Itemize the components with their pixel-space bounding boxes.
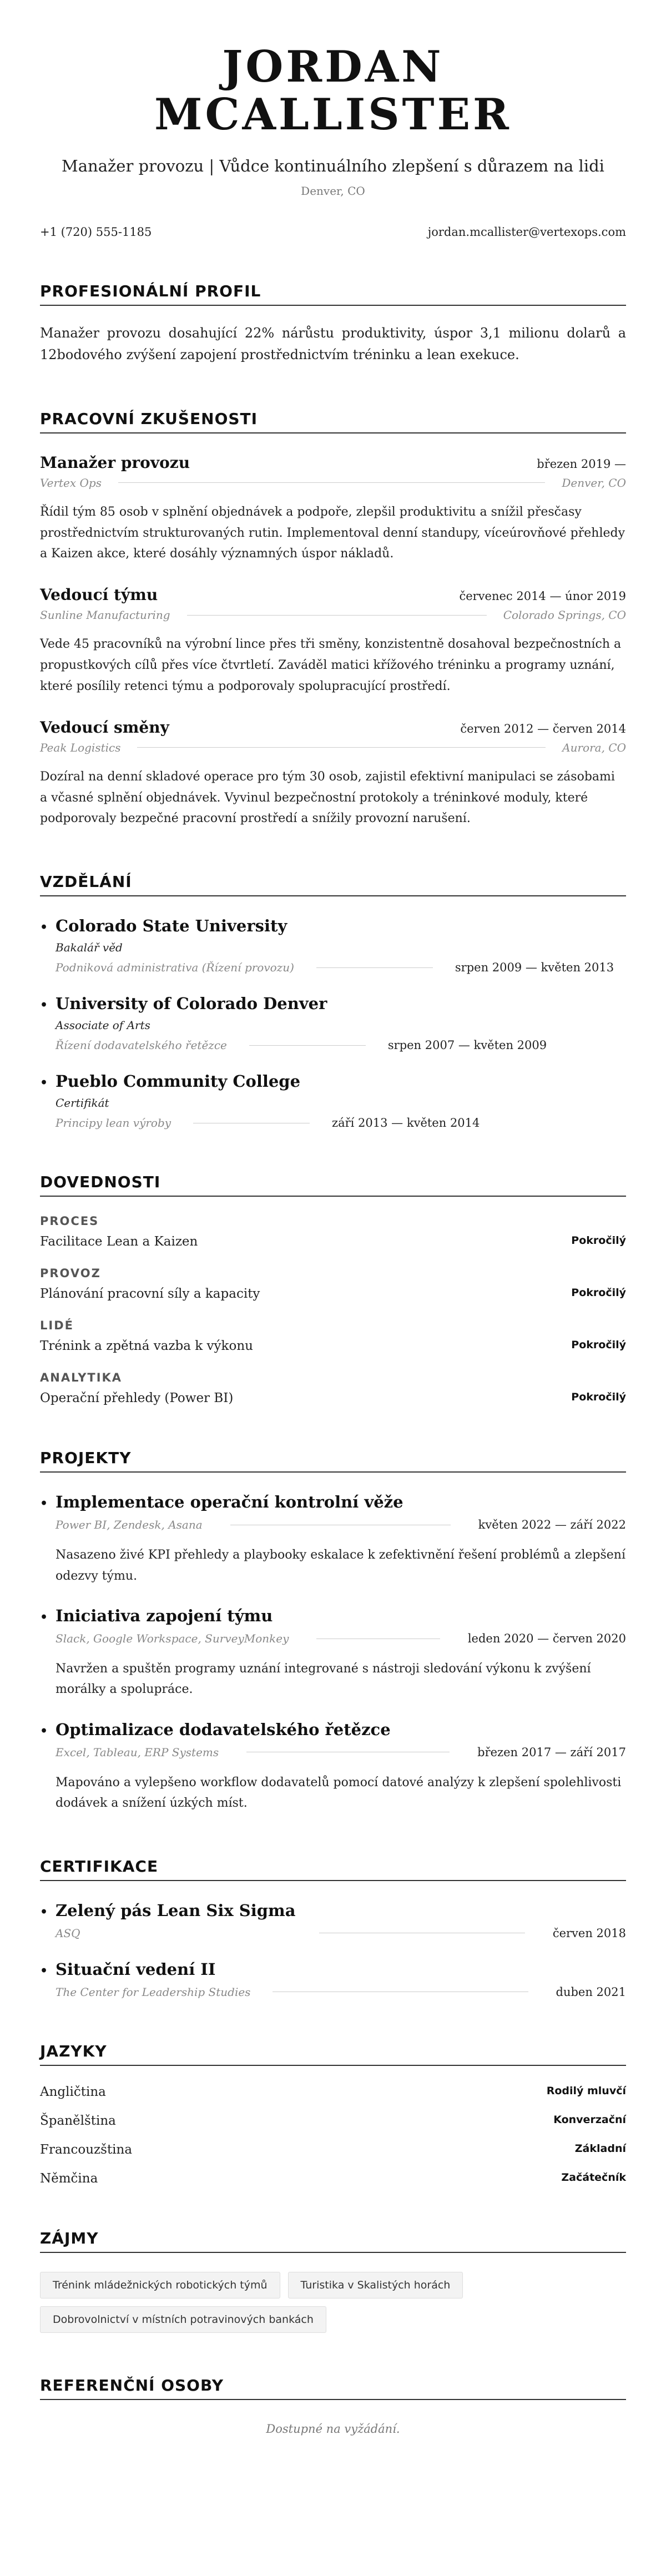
job-company: Peak Logistics — [40, 740, 121, 754]
project-dates: leden 2020 — červen 2020 — [467, 1632, 626, 1646]
job-dates: březen 2019 — — [537, 457, 626, 471]
interest-tag: Trénink mládežnických robotických týmů — [40, 2272, 280, 2298]
language-row — [40, 2171, 626, 2186]
job-title: Manažer provozu — [40, 453, 190, 472]
bullet-icon: • — [40, 1610, 48, 1625]
certification-name: Zelený pás Lean Six Sigma — [56, 1901, 296, 1920]
certification-date: červen 2018 — [552, 1926, 626, 1940]
candidate-name: JORDAN MCALLISTER — [154, 42, 512, 140]
project-dates: březen 2017 — září 2017 — [477, 1745, 626, 1759]
project-description: Navržen a spuštěn programy uznání integrované s nástroji sledování výkonu k zvýšení morálky a spolupráce. — [56, 1662, 591, 1697]
education-dates: srpen 2009 — květen 2013 — [455, 961, 614, 975]
skill-category: PROVOZ — [40, 1267, 101, 1281]
resume-header — [40, 43, 626, 239]
job-location: Aurora, CO — [562, 740, 626, 754]
degree: Bakalář věd — [56, 941, 123, 955]
project-tools: Excel, Tableau, ERP Systems — [56, 1745, 219, 1759]
job-title: Vedoucí směny — [40, 718, 169, 737]
skill-category: LIDÉ — [40, 1319, 74, 1333]
contact-row — [40, 225, 626, 239]
job-dates: červen 2012 — červen 2014 — [460, 722, 626, 735]
certification-date: duben 2021 — [556, 1985, 626, 1999]
language-level: Začátečník — [561, 2171, 626, 2184]
skill-name: Operační přehledy (Power BI) — [40, 1391, 234, 1406]
skill-level: Pokročilý — [571, 1391, 626, 1404]
project-entry — [40, 1493, 626, 1586]
bullet-icon: • — [40, 1904, 48, 1919]
degree: Certifikát — [56, 1096, 109, 1110]
section-title: ZÁJMY — [40, 2229, 626, 2253]
field-of-study: Principy lean výroby — [56, 1116, 171, 1130]
section-title: REFERENČNÍ OSOBY — [40, 2376, 626, 2400]
language-row — [40, 2085, 626, 2099]
divider-line — [187, 615, 487, 616]
projects-section — [40, 1449, 626, 1813]
profile-summary: Manažer provozu dosahující 22% nárůstu produktivity, úspor 3,1 milionu dolarů a 12bodového zvýšení zapojení prostřednictvím tréninku a lean exekuce. — [40, 325, 626, 363]
section-title: JAZYKY — [40, 2042, 626, 2066]
interest-tag: Dobrovolnictví v místních potravinových bankách — [40, 2306, 326, 2333]
certification-entry — [40, 1960, 626, 1999]
job-company: Sunline Manufacturing — [40, 608, 170, 622]
bullet-icon: • — [40, 1076, 48, 1091]
section-title: PRACOVNÍ ZKUŠENOSTI — [40, 410, 626, 433]
bullet-icon: • — [40, 1963, 48, 1978]
language-row — [40, 2114, 626, 2128]
job-description: Dozíral na denní skladové operace pro tým 30 osob, zajistil efektivní manipulaci se zásobami a včasné splnění objednávek. Vyvinul bezpečnostní protokoly a tréninkové moduly, které podporovaly bezpečné pracovní prostředí a snížily provozní narušení. — [40, 769, 615, 826]
skill-name: Plánování pracovní síly a kapacity — [40, 1287, 260, 1302]
certification-issuer: ASQ — [56, 1926, 80, 1940]
references-section — [40, 2376, 626, 2436]
section-title: PROJEKTY — [40, 1449, 626, 1473]
school-name: University of Colorado Denver — [56, 994, 327, 1014]
bullet-icon: • — [40, 920, 48, 935]
skill-level: Pokročilý — [571, 1339, 626, 1352]
job-entry — [40, 453, 626, 564]
section-title: VZDĚLÁNÍ — [40, 873, 626, 896]
language-name: Francouzština — [40, 2142, 133, 2157]
bullet-icon: • — [40, 998, 48, 1013]
job-dates: červenec 2014 — únor 2019 — [459, 589, 626, 603]
language-level: Konverzační — [553, 2113, 626, 2126]
section-title: DOVEDNOSTI — [40, 1173, 626, 1197]
field-of-study: Podniková administrativa (Řízení provozu) — [56, 961, 294, 975]
experience-section — [40, 410, 626, 829]
job-title: Vedoucí týmu — [40, 586, 158, 604]
language-level: Rodilý mluvčí — [546, 2084, 626, 2097]
section-title: PROFESIONÁLNÍ PROFIL — [40, 282, 626, 306]
skill-group — [40, 1371, 626, 1405]
project-entry — [40, 1606, 626, 1700]
skill-group — [40, 1267, 626, 1301]
references-note: Dostupné na vyžádání. — [266, 2422, 400, 2436]
job-description: Vede 45 pracovníků na výrobní lince přes tři směny, konzistentně dosahoval bezpečnostních a propustkových cílů přes více čtvrtletí. Zaváděl matici křížového tréninku a programy uznání, které posílily retenci týmu a podporovaly spolupracující prostředí. — [40, 637, 622, 693]
job-entry — [40, 586, 626, 697]
skill-level: Pokročilý — [571, 1287, 626, 1299]
project-dates: květen 2022 — září 2022 — [478, 1518, 626, 1532]
certifications-section — [40, 1857, 626, 1999]
field-of-study: Řízení dodavatelského řetězce — [56, 1039, 227, 1052]
project-description: Nasazeno živé KPI přehledy a playbooky eskalace k zefektivnění řešení problémů a zlepšení odezvy týmu. — [56, 1548, 625, 1583]
bullet-icon: • — [40, 1496, 48, 1511]
skill-group — [40, 1214, 626, 1249]
phone-number: +1 (720) 555-1185 — [40, 225, 152, 239]
job-location: Denver, CO — [562, 476, 626, 490]
section-title: CERTIFIKACE — [40, 1857, 626, 1881]
education-section — [40, 873, 626, 1130]
skill-group — [40, 1319, 626, 1353]
divider-line — [249, 1045, 366, 1046]
certification-issuer: The Center for Leadership Studies — [56, 1985, 251, 1999]
education-entry — [40, 1072, 626, 1130]
interest-tag: Turistika v Skalistých horách — [288, 2272, 463, 2298]
project-name: Iniciativa zapojení týmu — [56, 1606, 273, 1626]
project-tools: Slack, Google Workspace, SurveyMonkey — [56, 1632, 289, 1646]
project-tools: Power BI, Zendesk, Asana — [56, 1518, 203, 1532]
education-entry — [40, 916, 626, 974]
education-dates: srpen 2007 — květen 2009 — [387, 1039, 547, 1052]
language-name: Angličtina — [40, 2084, 106, 2099]
skill-name: Trénink a zpětná vazba k výkonu — [40, 1339, 253, 1354]
divider-line — [137, 747, 546, 748]
profile-section — [40, 282, 626, 366]
certification-entry — [40, 1901, 626, 1940]
school-name: Colorado State University — [56, 916, 287, 936]
project-name: Implementace operační kontrolní věže — [56, 1493, 403, 1512]
job-location: Colorado Springs, CO — [503, 608, 626, 622]
school-name: Pueblo Community College — [56, 1072, 301, 1091]
language-level: Základní — [574, 2142, 626, 2155]
education-entry — [40, 994, 626, 1052]
project-name: Optimalizace dodavatelského řetězce — [56, 1720, 391, 1739]
candidate-location: Denver, CO — [301, 184, 365, 198]
skills-section — [40, 1173, 626, 1405]
divider-line — [118, 482, 545, 483]
education-dates: září 2013 — květen 2014 — [332, 1116, 480, 1130]
project-description: Mapováno a vylepšeno workflow dodavatelů pomocí datové analýzy k zlepšení spolehlivosti dodávek a snížení úzkých míst. — [56, 1775, 622, 1811]
skill-category: ANALYTIKA — [40, 1371, 123, 1385]
candidate-tagline: Manažer provozu | Vůdce kontinuálního zlepšení s důrazem na lidi — [62, 156, 604, 175]
divider-line — [316, 967, 433, 968]
job-company: Vertex Ops — [40, 476, 102, 490]
interests-section — [40, 2229, 626, 2333]
job-entry — [40, 718, 626, 829]
language-name: Španělština — [40, 2113, 116, 2128]
language-name: Němčina — [40, 2171, 98, 2186]
email-address: jordan.mcallister@vertexops.com — [427, 225, 626, 239]
job-description: Řídil tým 85 osob v splnění objednávek a podpoře, zlepšil produktivitu a snížil přesčasy prostřednictvím strukturovaných rutin. Implementoval denní standupy, víceúrovňové přehledy a Kaizen akce, které dosáhly významných úspor nákladů. — [40, 505, 625, 561]
interest-tags — [40, 2272, 626, 2333]
skill-level: Pokročilý — [571, 1234, 626, 1247]
bullet-icon: • — [40, 1723, 48, 1738]
project-entry — [40, 1720, 626, 1814]
degree: Associate of Arts — [56, 1019, 150, 1032]
skill-name: Facilitace Lean a Kaizen — [40, 1234, 198, 1249]
skill-category: PROCES — [40, 1214, 99, 1228]
language-row — [40, 2143, 626, 2157]
languages-list — [40, 2085, 626, 2186]
certification-name: Situační vedení II — [56, 1959, 216, 1979]
languages-section — [40, 2042, 626, 2186]
